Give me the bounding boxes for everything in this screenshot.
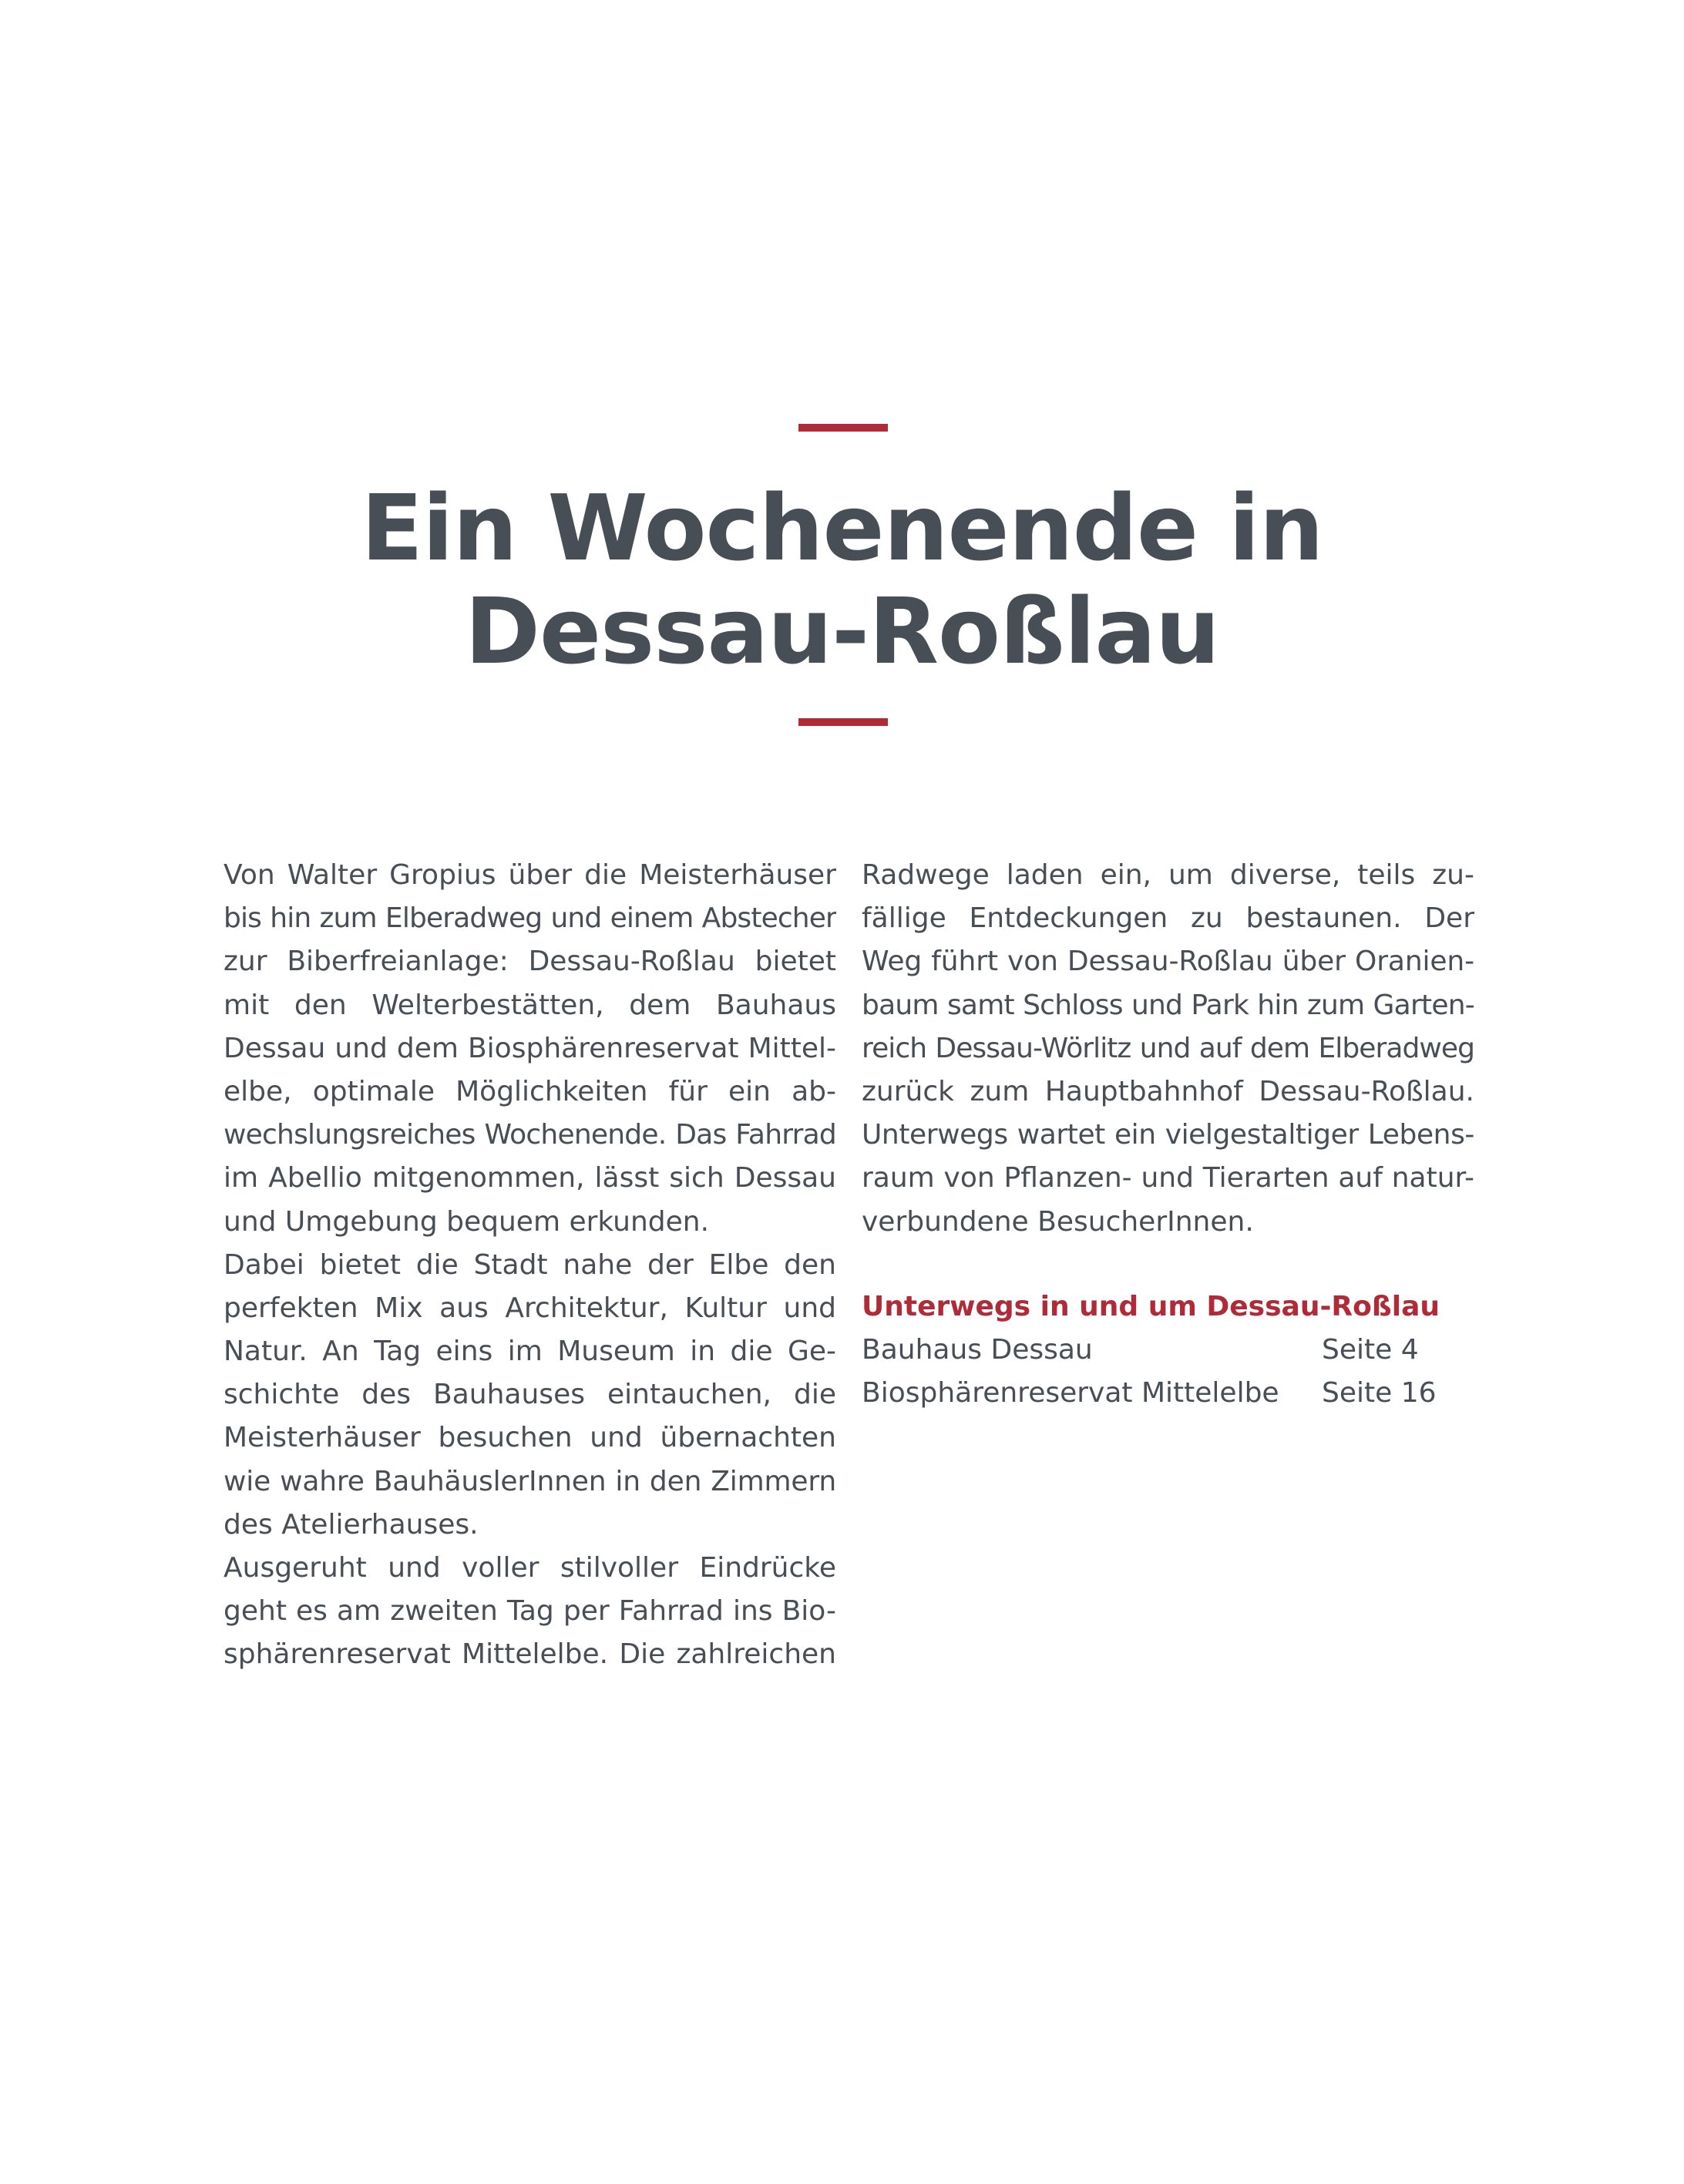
toc-entry-biosphaere	[862, 1372, 1494, 1415]
text-line: raum von Pflanzen- und Tierarten auf natur-	[862, 1162, 1474, 1194]
text-line: reich Dessau-Wörlitz und auf dem Elberadweg	[862, 1032, 1474, 1064]
title-rule-top	[798, 424, 888, 432]
text-line: perfekten Mix aus Architektur, Kultur und	[224, 1292, 836, 1324]
text-line: Weg führt von Dessau-Roßlau über Oranien-	[862, 946, 1474, 978]
toc-entry-label: Biosphärenreservat Mittelelbe	[862, 1377, 1279, 1410]
page-title	[0, 476, 1684, 683]
body-column-right	[862, 854, 1474, 1244]
toc-entry-bauhaus	[862, 1329, 1494, 1372]
text-line: Unterwegs wartet ein vielgestaltiger Lebens-	[862, 1119, 1474, 1151]
text-line: Dessau und dem Biosphärenreservat Mittel-	[224, 1032, 836, 1064]
text-line: Meisterhäuser besuchen und übernachten	[224, 1422, 836, 1454]
text-line: des Atelierhauses.	[224, 1508, 479, 1541]
title-rule-bottom	[798, 718, 888, 726]
text-line: baum samt Schloss und Park hin zum Garten-	[862, 989, 1474, 1021]
text-line: geht es am zweiten Tag per Fahrrad ins Bio-	[224, 1595, 836, 1628]
table-of-contents	[862, 1285, 1494, 1416]
text-line: wie wahre BauhäuslerInnen in den Zimmern	[224, 1465, 836, 1497]
text-line: schichte des Bauhauses eintauchen, die	[224, 1379, 836, 1411]
toc-entry-label: Bauhaus Dessau	[862, 1334, 1093, 1366]
text-line: bis hin zum Elberadweg und einem Abstecher	[224, 902, 836, 935]
text-line: Natur. An Tag eins im Museum in die Ge-	[224, 1336, 836, 1368]
text-line: und Umgebung bequem erkunden.	[224, 1205, 710, 1238]
text-line: verbundene BesucherInnen.	[862, 1205, 1254, 1238]
toc-heading: Unterwegs in und um Dessau-Roßlau	[862, 1291, 1440, 1322]
text-line: fällige Entdeckungen zu bestaunen. Der	[862, 902, 1474, 935]
text-line: zurück zum Hauptbahnhof Dessau-Roßlau.	[862, 1075, 1474, 1107]
text-line: zur Biberfreianlage: Dessau-Roßlau bietet	[224, 946, 836, 978]
title-line-2: Dessau-Roßlau	[465, 578, 1219, 684]
text-line: Von Walter Gropius über die Meisterhäuser	[224, 859, 836, 891]
text-line: Ausgeruht und voller stilvoller Eindrücke	[224, 1552, 836, 1584]
text-line: Dabei bietet die Stadt nahe der Elbe den	[224, 1248, 836, 1281]
body-column-left	[224, 854, 836, 1677]
text-line: wechslungsreiches Wochenende. Das Fahrrad	[224, 1119, 836, 1151]
text-line: mit den Welterbestätten, dem Bauhaus	[224, 989, 836, 1021]
toc-entry-page: Seite 16	[1322, 1377, 1437, 1410]
toc-entry-page: Seite 4	[1322, 1334, 1419, 1366]
text-line: Radwege laden ein, um diverse, teils zu-	[862, 859, 1474, 891]
text-line: sphärenreservat Mittelelbe. Die zahlreichen	[224, 1638, 836, 1671]
text-line: im Abellio mitgenommen, lässt sich Dessau	[224, 1162, 836, 1194]
title-line-1: Ein Wochenende in	[361, 475, 1323, 581]
text-line: elbe, optimale Möglichkeiten für ein ab-	[224, 1075, 836, 1107]
